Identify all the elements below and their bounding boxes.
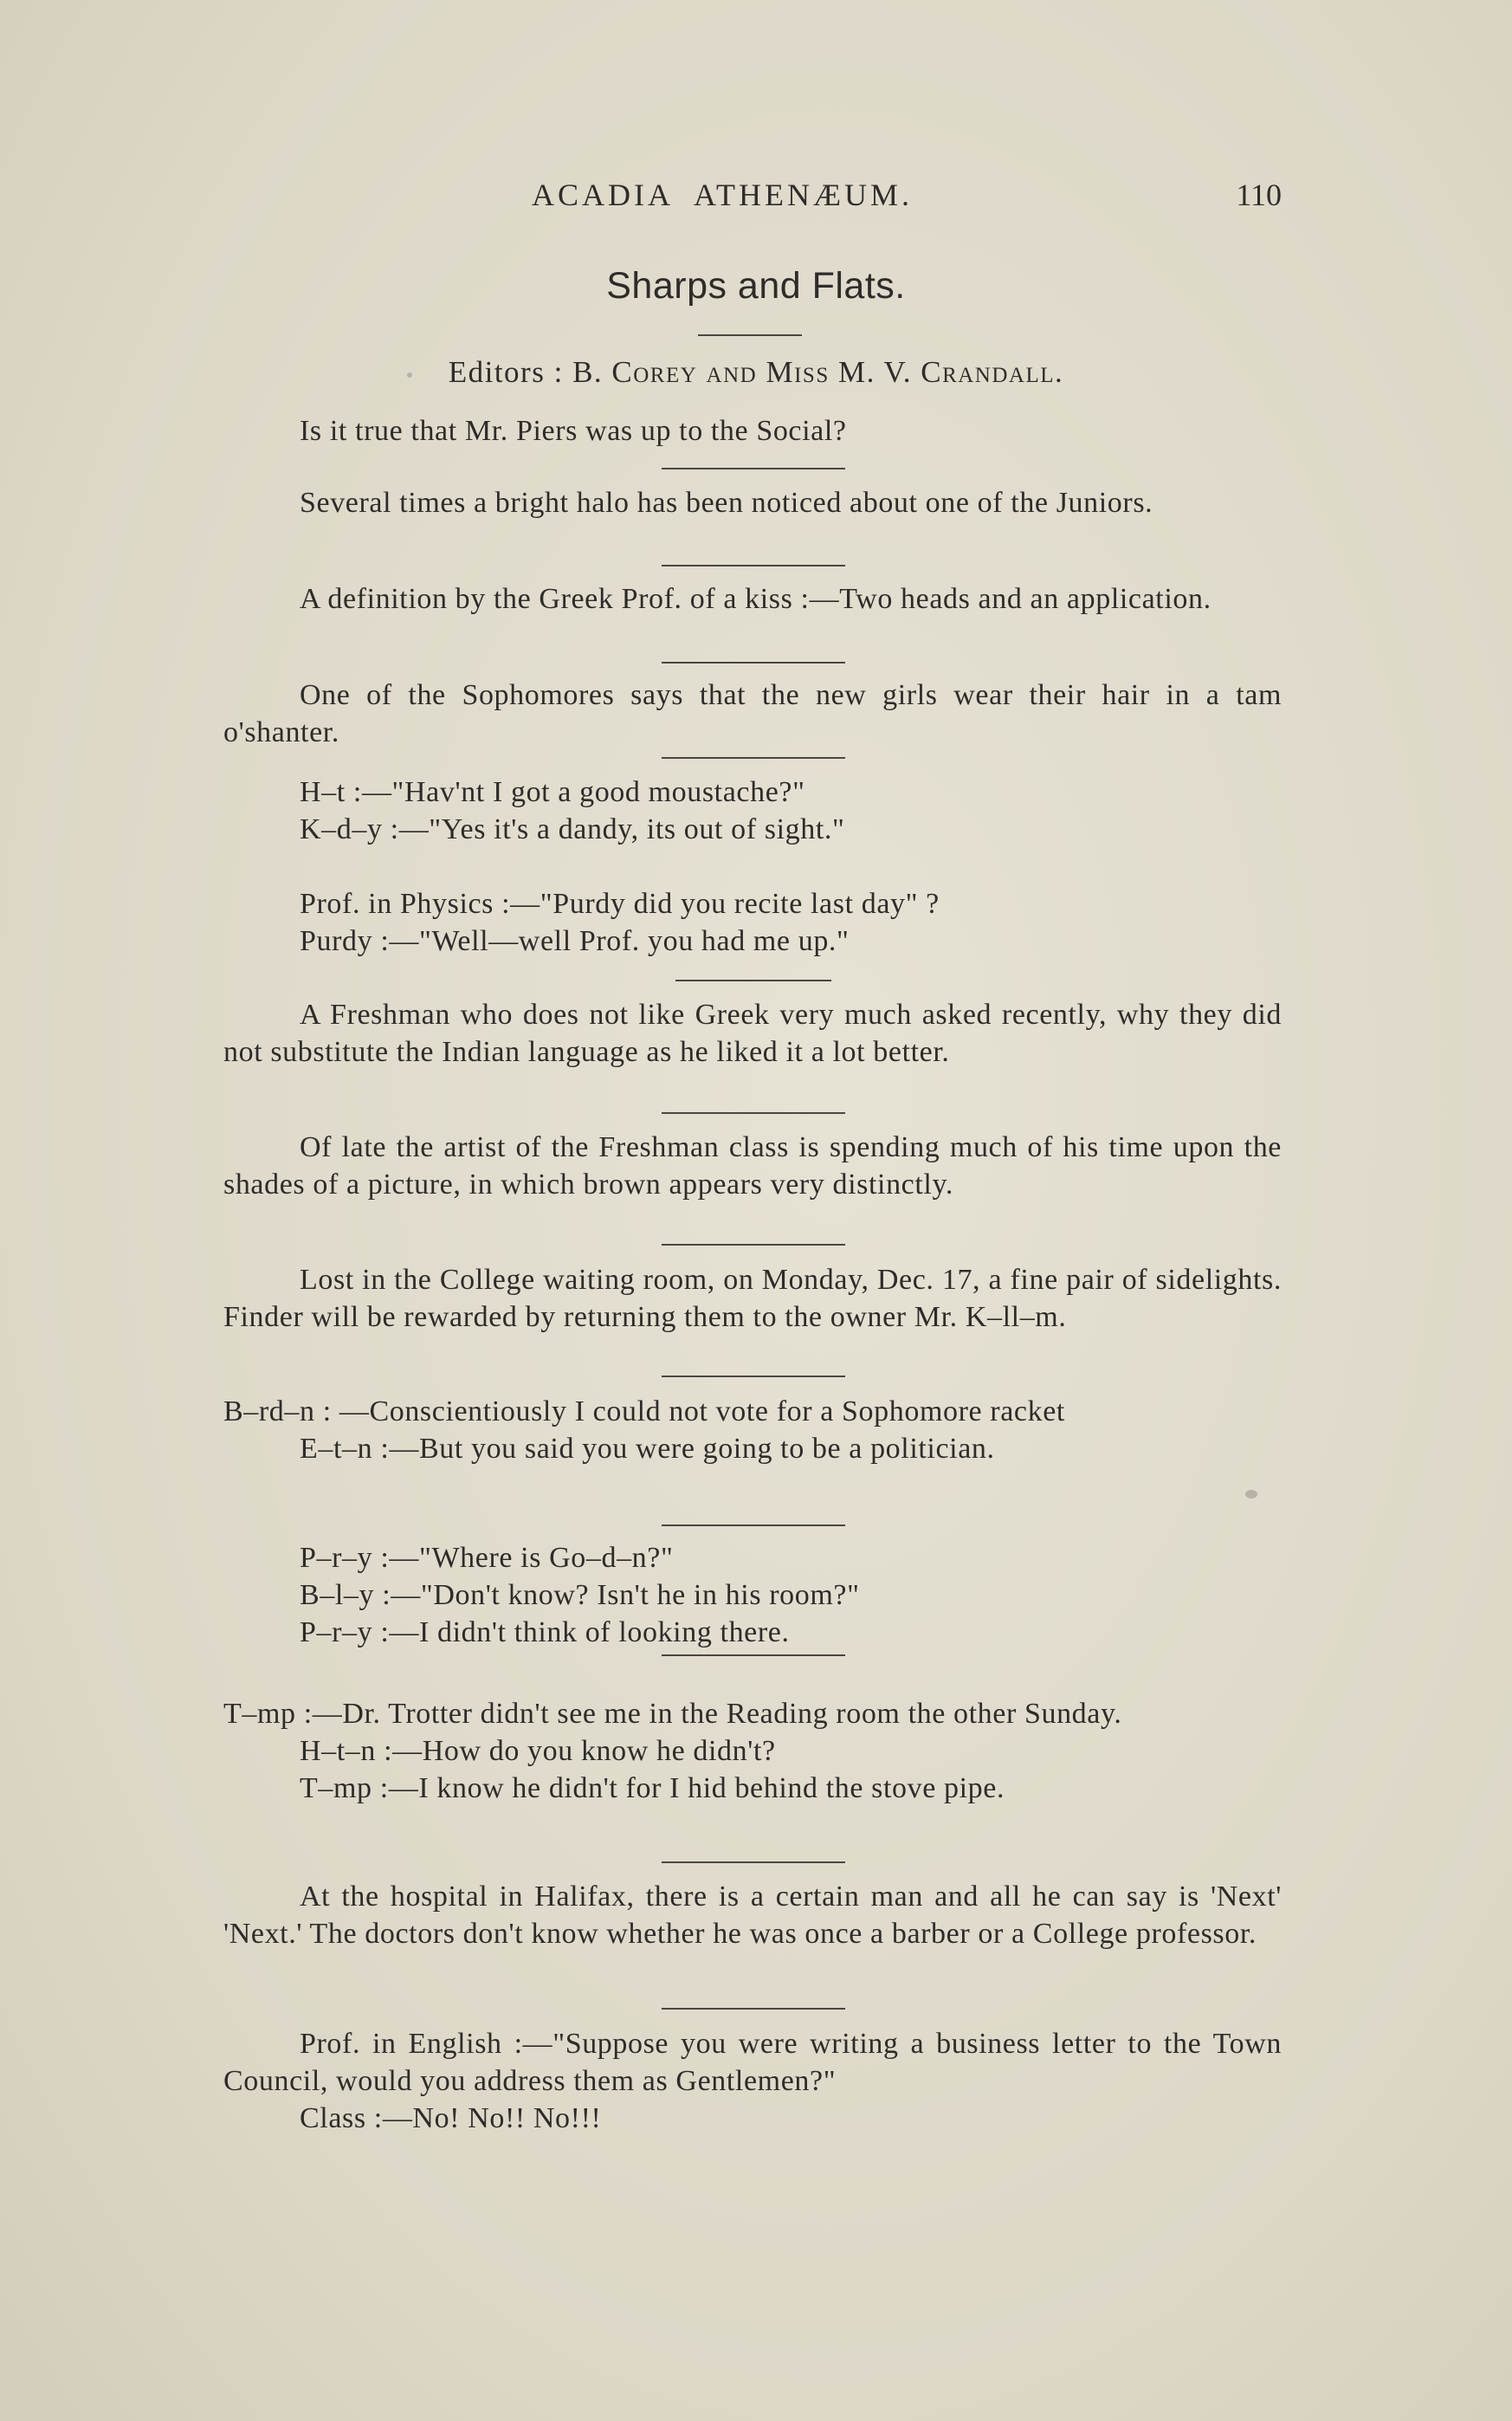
list-item	[223, 676, 1282, 751]
dialogue-line: P–r–y :—"Where is Go–d–n?"	[300, 1542, 674, 1574]
divider-rule	[662, 565, 845, 566]
list-item	[223, 1878, 1282, 1952]
paragraph: A definition by the Greek Prof. of a kiss :—Two heads and an application.	[300, 583, 1212, 615]
list-item	[223, 996, 1282, 1071]
running-head	[223, 177, 1282, 220]
dialogue-line: Prof. in Physics :—"Purdy did you recite last day" ?	[300, 888, 940, 920]
dialogue-line: H–t :—"Hav'nt I got a good moustache?"	[300, 776, 805, 808]
divider-rule	[675, 980, 831, 981]
divider-rule	[698, 334, 802, 336]
editors-line	[0, 355, 1512, 390]
editors-names: B. Corey and Miss M. V. Crandall.	[572, 355, 1064, 389]
paragraph: Is it true that Mr. Piers was up to the Social?	[300, 415, 847, 447]
paragraph: A Freshman who does not like Greek very much asked recently, why they did not substitute the Indian language as he liked it a lot better.	[223, 999, 1282, 1068]
divider-rule	[662, 662, 845, 664]
dialogue-line: H–t–n :—How do you know he didn't?	[300, 1735, 776, 1767]
divider-rule	[662, 1524, 845, 1526]
divider-rule	[662, 1112, 845, 1114]
divider-rule	[662, 1244, 845, 1246]
list-item	[223, 580, 1282, 618]
dialogue-line: P–r–y :—I didn't think of looking there.	[300, 1616, 790, 1648]
dialogue-item	[223, 1539, 1282, 1651]
paper-stain	[1245, 1490, 1257, 1499]
dialogue-item	[223, 774, 1282, 848]
dialogue-line: B–rd–n : —Conscientiously I could not vote for a Sophomore racket	[223, 1395, 1065, 1427]
dialogue-line: Purdy :—"Well—well Prof. you had me up."	[300, 925, 850, 957]
divider-rule	[662, 2008, 845, 2010]
paragraph: At the hospital in Halifax, there is a certain man and all he can say is 'Next' 'Next.' The doctors don't know whether he was once a barber or a College professor.	[223, 1880, 1282, 1950]
paragraph: Lost in the College waiting room, on Monday, Dec. 17, a fine pair of sidelights. Finder will be rewarded by returning them to the owner Mr. K–ll–m.	[223, 1264, 1282, 1333]
dialogue-item	[223, 1393, 1282, 1467]
section-title: Sharps and Flats.	[606, 265, 906, 307]
list-item	[223, 1129, 1282, 1203]
divider-rule	[662, 1654, 845, 1656]
page-number: 110	[1236, 178, 1282, 212]
dialogue-line: T–mp :—Dr. Trotter didn't see me in the Reading room the other Sunday.	[223, 1698, 1122, 1730]
dialogue-line: K–d–y :—"Yes it's a dandy, its out of sight."	[300, 813, 845, 845]
dialogue-item	[223, 2025, 1282, 2137]
paragraph: Of late the artist of the Freshman class is spending much of his time upon the shades of a picture, in which brown appears very distinctly.	[223, 1131, 1282, 1201]
paper-stain	[407, 372, 412, 378]
journal-title: ACADIA ATHENÆUM.	[532, 178, 914, 212]
paragraph: One of the Sophomores says that the new girls wear their hair in a tam o'shanter.	[223, 679, 1282, 748]
list-item	[223, 412, 1282, 450]
paragraph: Prof. in English :—"Suppose you were writing a business letter to the Town Council, would you address them as Gentlemen?"	[223, 2028, 1282, 2097]
divider-rule	[662, 757, 845, 759]
dialogue-line: E–t–n :—But you said you were going to be a politician.	[300, 1433, 995, 1465]
dialogue-item	[223, 1695, 1282, 1807]
divider-rule	[662, 1861, 845, 1863]
divider-rule	[662, 468, 845, 469]
dialogue-line: T–mp :—I know he didn't for I hid behind the stove pipe.	[300, 1772, 1005, 1804]
paragraph: Several times a bright halo has been noticed about one of the Juniors.	[300, 487, 1153, 519]
divider-rule	[662, 1376, 845, 1377]
dialogue-line: B–l–y :—"Don't know? Isn't he in his room?"	[300, 1579, 860, 1611]
list-item	[223, 1261, 1282, 1336]
dialogue-line: Class :—No! No!! No!!!	[300, 2102, 602, 2134]
dialogue-item	[223, 885, 1282, 960]
list-item	[223, 484, 1282, 521]
editors-prefix: Editors :	[448, 355, 564, 389]
